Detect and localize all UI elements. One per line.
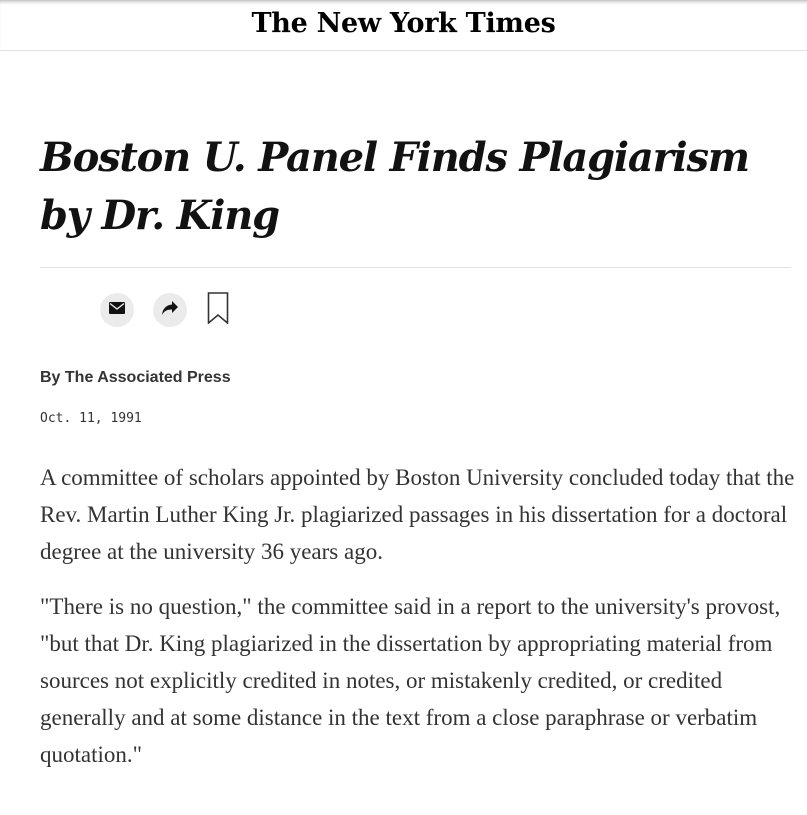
email-button[interactable] xyxy=(100,293,134,327)
article-paragraph: A committee of scholars appointed by Boston University concluded today that the Rev. Martin Luther King Jr. plagiarized passages in his dissertation for a doctoral degree at the university 36 years ago. xyxy=(40,465,795,564)
email-icon xyxy=(109,301,125,319)
share-icon xyxy=(161,300,179,321)
headline-divider xyxy=(40,267,791,268)
bookmark-icon xyxy=(207,292,229,329)
masthead-logo[interactable]: The New York Times xyxy=(251,8,556,39)
bookmark-button[interactable] xyxy=(206,293,230,327)
share-button[interactable] xyxy=(153,293,187,327)
article-byline: By The Associated Press xyxy=(40,369,231,386)
article-headline: Boston U. Panel Finds Plagiarism by Dr. King xyxy=(40,134,749,239)
share-toolbar xyxy=(100,293,230,327)
top-bar xyxy=(0,0,807,51)
article-paragraph: "There is no question," the committee said in a report to the university's provost, "but that Dr. King plagiarized in the dissertation by appropriating material from sources not explicitly credited in notes, or mistakenly credited, or credited generally and at some distance in the text from a close paraphrase or verbatim quotation." xyxy=(40,594,781,767)
article-date: Oct. 11, 1991 xyxy=(40,411,142,426)
